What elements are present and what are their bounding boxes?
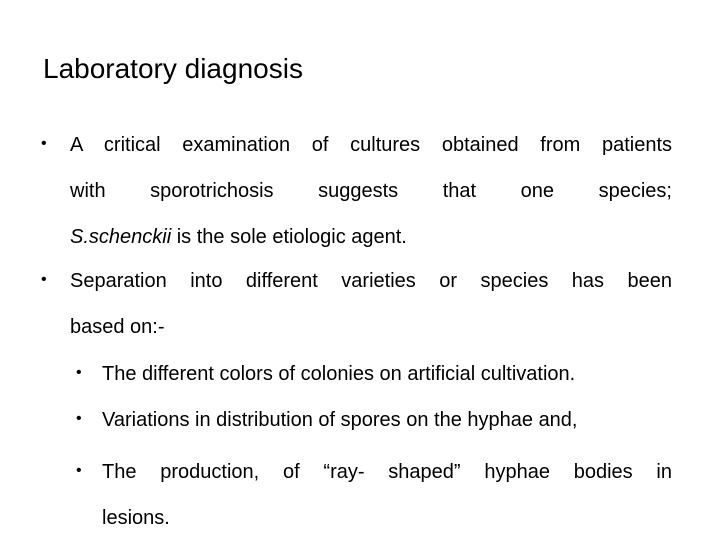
subbullet-line: The production, of “ray- shaped” hyphae bodies in — [102, 461, 672, 483]
word: one — [520, 180, 555, 202]
word: suggests — [318, 180, 399, 202]
subbullet-line: lesions. — [102, 507, 170, 529]
bullet-dot-icon: • — [76, 462, 82, 479]
subbullet-line: The different colors of colonies on artificial cultivation. — [102, 363, 576, 385]
bullet-dot-icon: • — [76, 364, 82, 381]
bullet-dot-icon: • — [41, 135, 47, 152]
word: that — [442, 180, 477, 202]
bullet-text — [70, 269, 672, 339]
bullet-line: based on:- — [70, 316, 165, 338]
subbullet-text — [102, 408, 672, 432]
species-name: S.schenckii — [70, 226, 172, 248]
bullet-line-rest: is the sole etiologic agent. — [171, 226, 407, 248]
word: with — [70, 180, 106, 202]
bullet-line — [70, 225, 672, 249]
word: sporotrichosis — [150, 180, 274, 202]
word: species; — [598, 180, 672, 202]
subbullet-text — [102, 460, 672, 530]
subbullet-text — [102, 362, 672, 386]
bullet-line-justified — [70, 179, 672, 203]
bullet-line: A critical examination of cultures obtained from patients — [70, 134, 672, 156]
bullet-text — [70, 133, 672, 249]
bullet-dot-icon: • — [41, 271, 47, 288]
subbullet-line: Variations in distribution of spores on the hyphae and, — [102, 409, 578, 431]
bullet-line: Separation into different varieties or species has been — [70, 270, 672, 292]
bullet-dot-icon: • — [76, 410, 82, 427]
page-title: Laboratory diagnosis — [43, 53, 303, 84]
